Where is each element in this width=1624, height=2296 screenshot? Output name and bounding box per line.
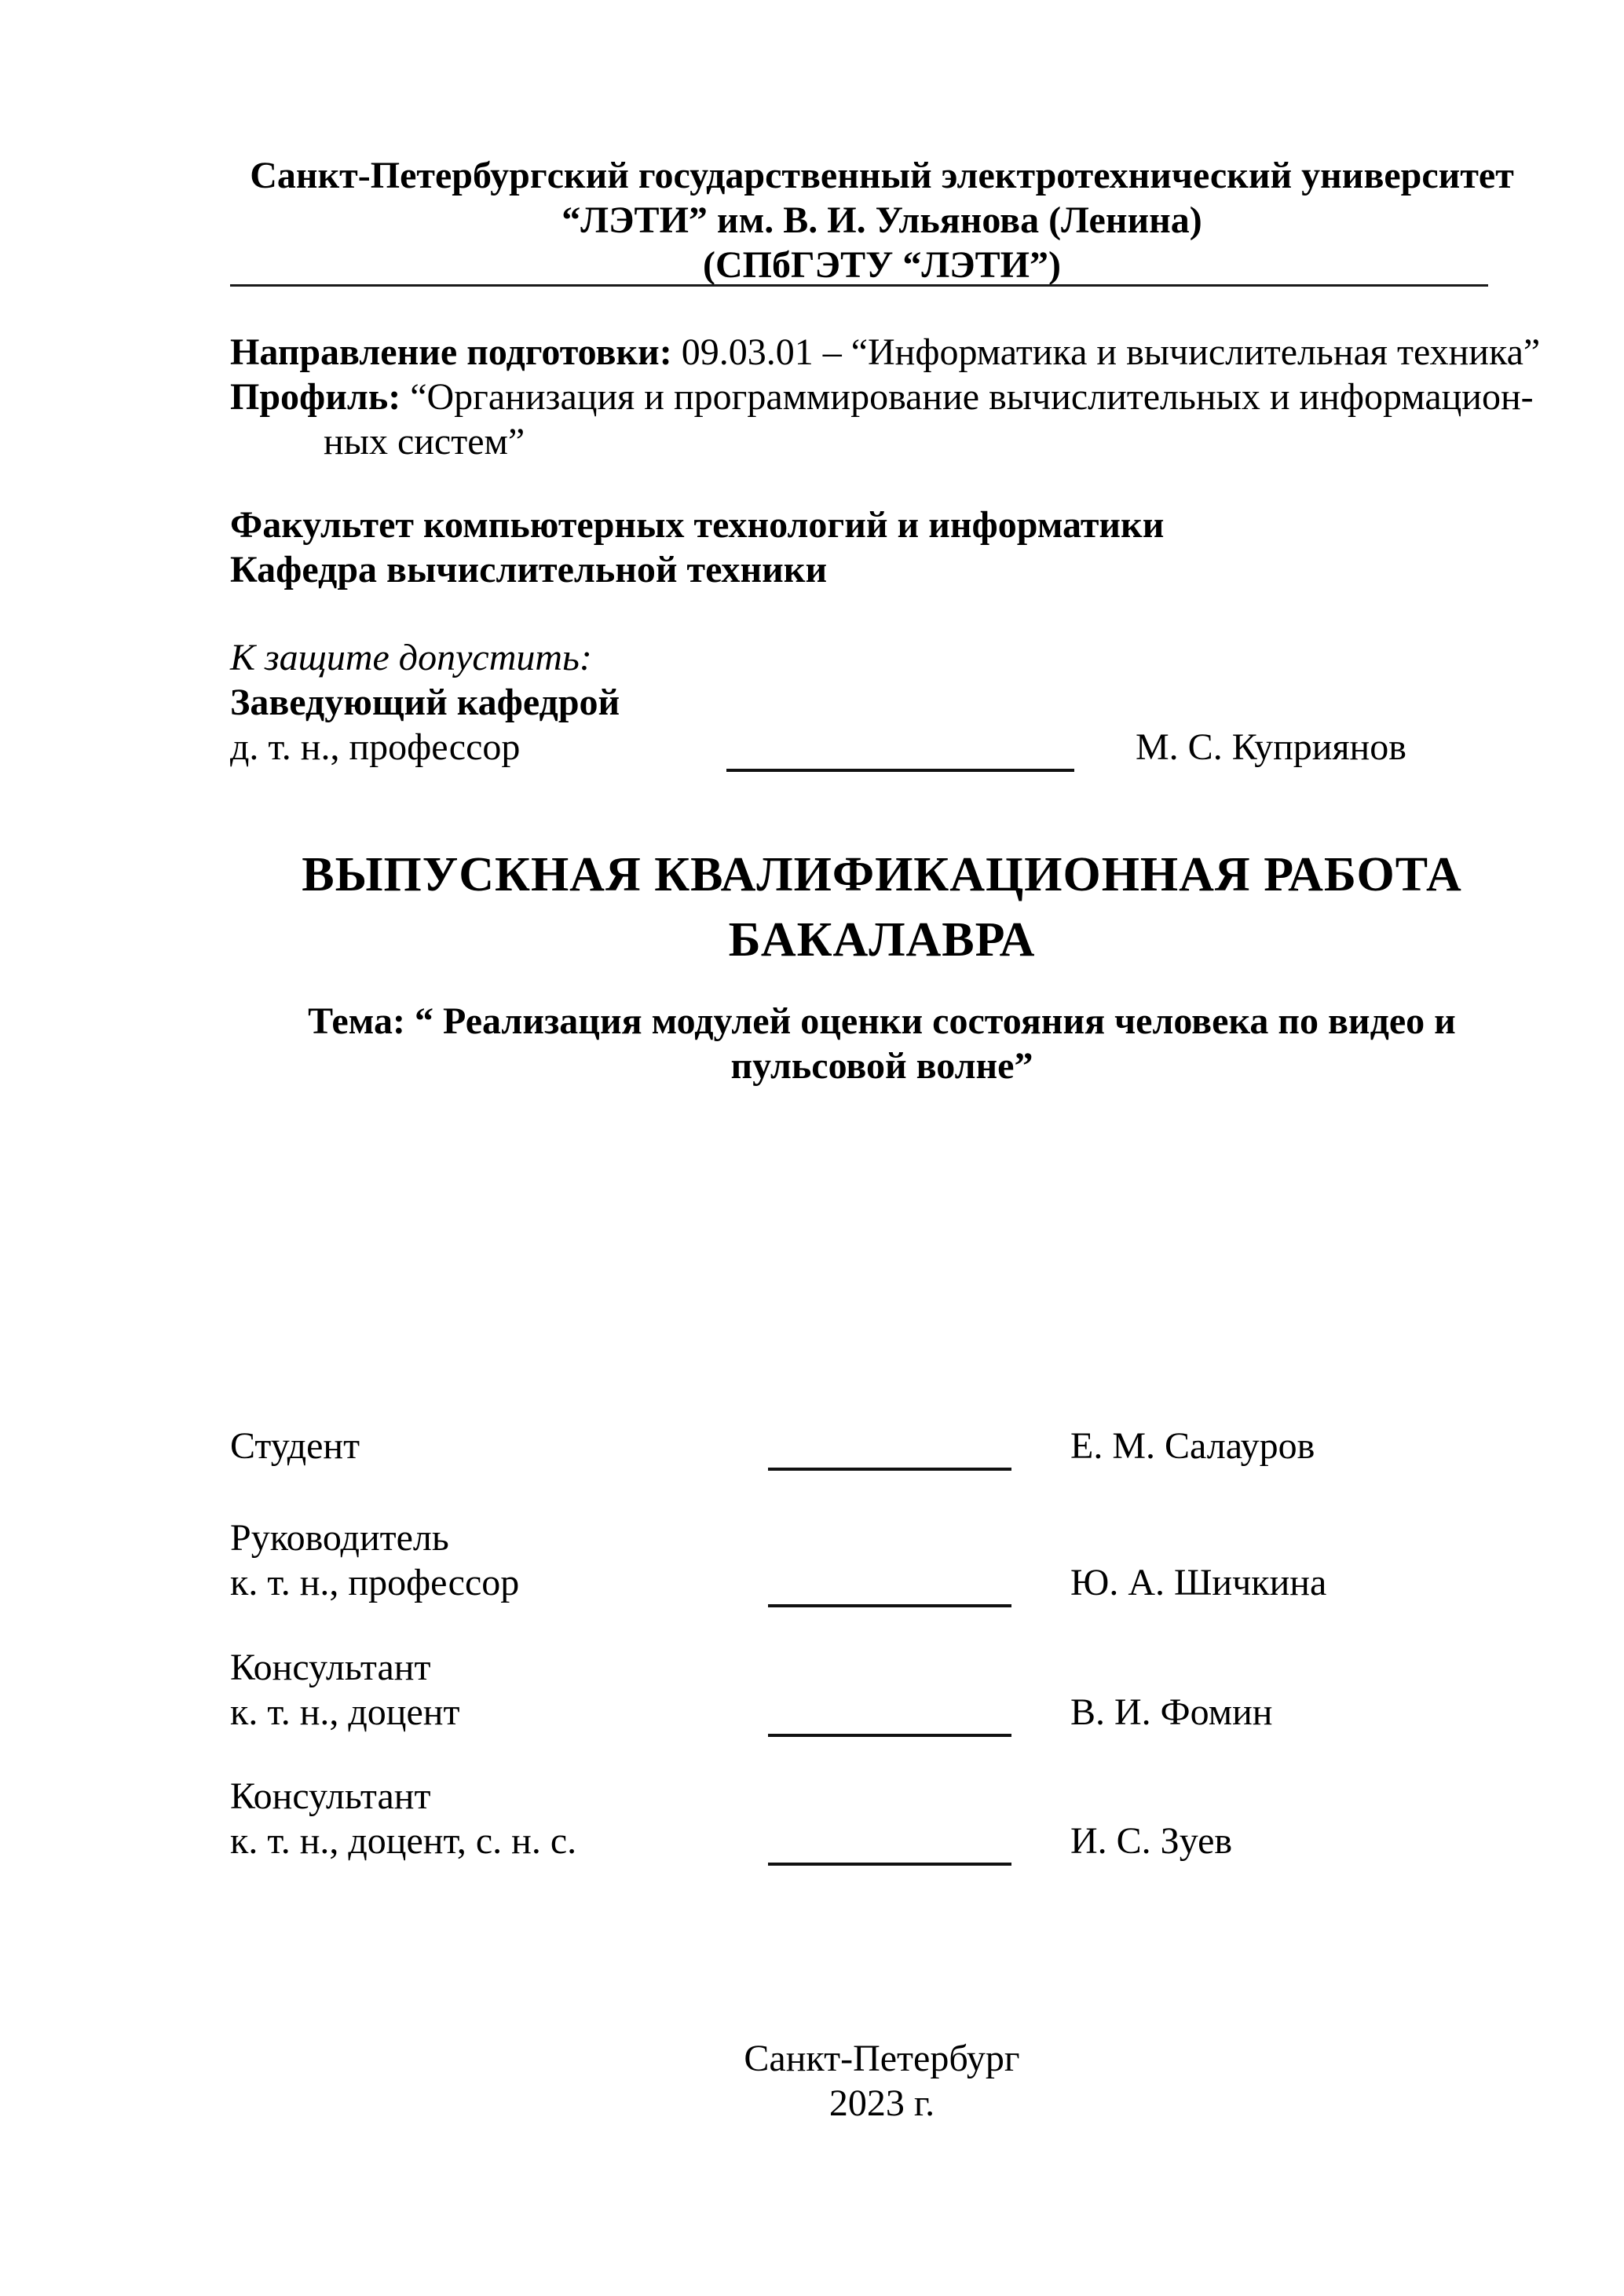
profile-label: Профиль:	[230, 376, 401, 418]
signature-role: Консультант	[230, 1775, 431, 1817]
consultant2-signature-row	[230, 1819, 1534, 1874]
consultant1-signature-row	[230, 1690, 1534, 1745]
signature-role-line	[230, 1774, 1534, 1819]
signature-name: В. И. Фомин	[1070, 1691, 1273, 1733]
work-title	[230, 843, 1534, 973]
profile-value: “Организация и программирование вычислительных и информацион-	[401, 376, 1534, 418]
university-abbreviation: (СПбГЭТУ “ЛЭТИ”)	[703, 244, 1061, 286]
signature-name: Ю. А. Шичкина	[1070, 1562, 1327, 1603]
supervisor-signature-row	[230, 1560, 1534, 1615]
topic-line1: Тема: “ Реализация модулей оценки состояния человека по видео и	[308, 1000, 1456, 1042]
profile-line	[230, 375, 1534, 419]
footer-block	[230, 2036, 1534, 2126]
work-title-line2: БАКАЛАВРА	[728, 913, 1036, 967]
signature-role: Руководитель	[230, 1517, 449, 1559]
direction-line	[230, 330, 1541, 375]
signature-line	[768, 1850, 1011, 1866]
university-header	[230, 153, 1534, 287]
faculty-name: Факультет компьютерных технологий и информатики	[230, 504, 1165, 546]
header-rule	[230, 284, 1488, 287]
signature-role: Консультант	[230, 1647, 431, 1688]
university-name: Санкт-Петербургский государственный электротехнический университет	[250, 155, 1514, 196]
signature-line	[726, 756, 1074, 772]
signature-line	[768, 1455, 1011, 1471]
faculty-block	[230, 503, 1534, 592]
footer-city: Санкт-Петербург	[744, 2038, 1020, 2079]
work-title-line1: ВЫПУСКНАЯ КВАЛИФИКАЦИОННАЯ РАБОТА	[302, 848, 1462, 901]
direction-label: Направление подготовки:	[230, 331, 672, 373]
signature-degree: к. т. н., доцент	[230, 1691, 460, 1733]
signature-line	[768, 1592, 1011, 1607]
signature-role: Студент	[230, 1425, 360, 1467]
topic-block	[230, 999, 1534, 1088]
footer-year: 2023 г.	[828, 2082, 935, 2124]
student-signature-row	[230, 1424, 1534, 1479]
university-named-after: “ЛЭТИ” им. В. И. Ульянова (Ленина)	[561, 199, 1202, 241]
department-name: Кафедра вычислительной техники	[230, 549, 828, 590]
signature-name: И. С. Зуев	[1070, 1820, 1233, 1862]
signature-name: Е. М. Салауров	[1070, 1425, 1315, 1467]
signature-role-line	[230, 1645, 1534, 1690]
profile-continuation: ных систем”	[324, 421, 525, 462]
signature-degree: к. т. н., профессор	[230, 1562, 520, 1603]
admit-line: К защите допустить:	[230, 637, 592, 678]
head-name: М. С. Куприянов	[1136, 726, 1406, 768]
head-position: Заведующий кафедрой	[230, 682, 620, 723]
signature-degree: к. т. н., доцент, с. н. с.	[230, 1820, 577, 1862]
head-signature-row	[230, 725, 1534, 780]
head-degree: д. т. н., профессор	[230, 726, 521, 768]
direction-value: 09.03.01 – “Информатика и вычислительная техника”	[671, 331, 1541, 373]
topic-line2: пульсовой волне”	[730, 1045, 1033, 1087]
signature-role-line	[230, 1515, 1534, 1560]
program-block	[230, 330, 1541, 464]
signature-line	[768, 1721, 1011, 1737]
